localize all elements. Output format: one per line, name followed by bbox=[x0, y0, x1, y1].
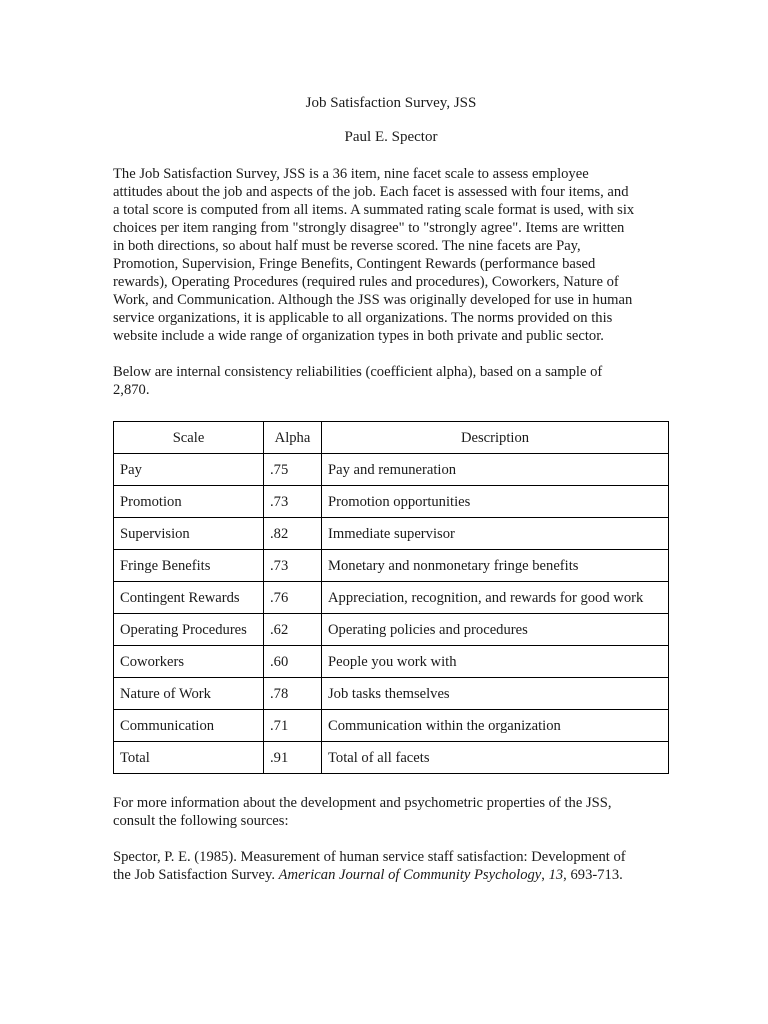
description-cell: Promotion opportunities bbox=[322, 486, 669, 518]
column-header-alpha: Alpha bbox=[264, 422, 322, 454]
document-author: Paul E. Spector bbox=[344, 129, 438, 145]
description-cell: People you work with bbox=[322, 646, 669, 678]
reliability-paragraph bbox=[113, 363, 669, 399]
alpha-cell: .76 bbox=[264, 582, 322, 614]
scale-cell: Operating Procedures bbox=[114, 614, 264, 646]
more-info-line: consult the following sources: bbox=[113, 813, 289, 829]
description-cell: Communication within the organization bbox=[322, 710, 669, 742]
reference-line bbox=[113, 866, 669, 884]
alpha-cell: .73 bbox=[264, 486, 322, 518]
intro-line: The Job Satisfaction Survey, JSS is a 36 item, nine facet scale to assess employee bbox=[113, 166, 589, 182]
table-row bbox=[114, 678, 669, 710]
journal-name: American Journal of Community Psychology bbox=[278, 867, 542, 883]
scale-cell: Supervision bbox=[114, 518, 264, 550]
table-row-total bbox=[114, 742, 669, 774]
journal-volume: 13 bbox=[548, 867, 564, 883]
column-header-scale: Scale bbox=[114, 422, 264, 454]
description-cell: Operating policies and procedures bbox=[322, 614, 669, 646]
intro-line: a total score is computed from all items. A summated rating scale format is used, with six bbox=[113, 202, 635, 218]
intro-line: choices per item ranging from "strongly disagree" to "strongly agree". Items are written bbox=[113, 220, 625, 236]
table-row bbox=[114, 646, 669, 678]
more-info-paragraph bbox=[113, 794, 669, 830]
alpha-cell: .91 bbox=[264, 742, 322, 774]
scale-cell: Nature of Work bbox=[114, 678, 264, 710]
document-page bbox=[113, 94, 669, 883]
table-row bbox=[114, 454, 669, 486]
intro-line: attitudes about the job and aspects of the job. Each facet is assessed with four items, and bbox=[113, 184, 629, 200]
reference-entry bbox=[113, 848, 669, 884]
reliability-line: 2,870. bbox=[113, 382, 150, 398]
scale-cell: Communication bbox=[114, 710, 264, 742]
alpha-cell: .71 bbox=[264, 710, 322, 742]
reliability-line: Below are internal consistency reliabilities (coefficient alpha), based on a sample of bbox=[113, 364, 603, 380]
alpha-cell: .75 bbox=[264, 454, 322, 486]
table-row bbox=[114, 518, 669, 550]
description-cell: Immediate supervisor bbox=[322, 518, 669, 550]
scale-cell: Pay bbox=[114, 454, 264, 486]
intro-line: service organizations, it is applicable to all organizations. The norms provided on this bbox=[113, 310, 613, 326]
reference-text: the Job Satisfaction Survey. bbox=[113, 867, 279, 883]
table-row bbox=[114, 710, 669, 742]
table-row bbox=[114, 614, 669, 646]
reference-line: Spector, P. E. (1985). Measurement of human service staff satisfaction: Development of bbox=[113, 849, 626, 865]
alpha-cell: .60 bbox=[264, 646, 322, 678]
intro-line: Work, and Communication. Although the JSS was originally developed for use in human bbox=[113, 292, 633, 308]
scale-cell: Coworkers bbox=[114, 646, 264, 678]
intro-line: Promotion, Supervision, Fringe Benefits, Contingent Rewards (performance based bbox=[113, 256, 596, 272]
scale-cell: Total bbox=[114, 742, 264, 774]
description-cell: Appreciation, recognition, and rewards for good work bbox=[322, 582, 669, 614]
table-row bbox=[114, 582, 669, 614]
alpha-cell: .62 bbox=[264, 614, 322, 646]
intro-paragraph bbox=[113, 165, 669, 345]
description-cell: Pay and remuneration bbox=[322, 454, 669, 486]
description-cell: Job tasks themselves bbox=[322, 678, 669, 710]
column-header-description: Description bbox=[322, 422, 669, 454]
reliability-table bbox=[113, 421, 669, 774]
intro-line: rewards), Operating Procedures (required rules and procedures), Coworkers, Nature of bbox=[113, 274, 619, 290]
sources-section bbox=[113, 794, 669, 884]
more-info-line: For more information about the development and psychometric properties of the JSS, bbox=[113, 795, 612, 811]
reference-pages: , 693-713. bbox=[563, 867, 623, 883]
alpha-cell: .78 bbox=[264, 678, 322, 710]
intro-line: website include a wide range of organization types in both private and public sector. bbox=[113, 328, 604, 344]
scale-cell: Promotion bbox=[114, 486, 264, 518]
table-row bbox=[114, 550, 669, 582]
scale-cell: Contingent Rewards bbox=[114, 582, 264, 614]
scale-cell: Fringe Benefits bbox=[114, 550, 264, 582]
reference-separator: , bbox=[541, 867, 549, 883]
alpha-cell: .73 bbox=[264, 550, 322, 582]
alpha-cell: .82 bbox=[264, 518, 322, 550]
description-cell: Monetary and nonmonetary fringe benefits bbox=[322, 550, 669, 582]
document-title: Job Satisfaction Survey, JSS bbox=[305, 95, 477, 111]
table-row bbox=[114, 486, 669, 518]
intro-line: in both directions, so about half must be reverse scored. The nine facets are Pay, bbox=[113, 238, 581, 254]
table-header-row bbox=[114, 422, 669, 454]
description-cell: Total of all facets bbox=[322, 742, 669, 774]
